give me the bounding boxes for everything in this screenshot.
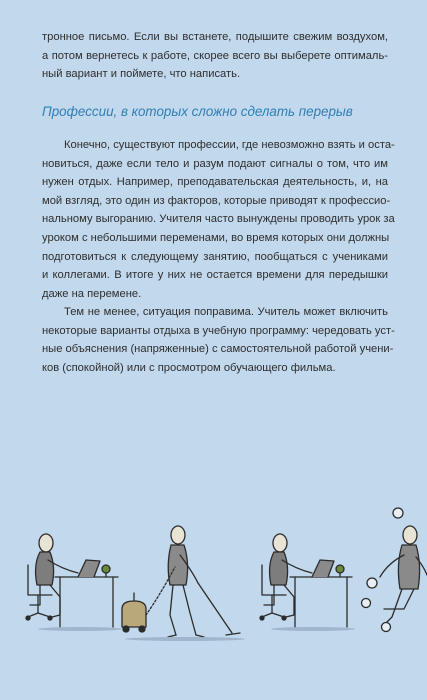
paragraph-line: уроком с небольшими переменами, во время которых они должны [42,231,390,244]
paragraph-line: новиться, даже если тело и разум подают сигналы о том, что им [42,157,388,170]
intro-paragraph [42,28,388,84]
paragraph-line: Конечно, существуют профессии, где невозможно взять и оста- [64,139,395,151]
worker-at-desk-figure [260,534,352,627]
juggling-man-figure [362,508,427,632]
paragraph-line: некоторые варианты отдыха в учебную программу: чередовать уст- [42,324,395,337]
intro-line: ный вариант и поймете, что написать. [42,68,241,81]
paragraph-2 [42,136,395,303]
intro-line: тронное письмо. Если вы встанете, подышите свежим воздухом, [42,31,388,43]
man-vacuuming-figure [122,526,240,637]
paragraph-3 [42,303,395,377]
paragraph-line: подготовиться к следующему занятию, пообщаться с учениками [42,250,388,263]
intro-line: а потом вернетесь к работе, скорее всего вы выберете оптималь- [42,49,388,62]
office-workers-illustration [0,505,427,700]
paragraph-line: даже на перемене. [42,287,142,300]
worker-at-desk-figure [26,534,118,627]
paragraph-line: ные объяснения (напряженные) с самостоятельной работой учени- [42,343,394,356]
paragraph-line: ков (спокойной) или с просмотром обучающего фильма. [42,361,336,374]
paragraph-line: Тем не менее, ситуация поправима. Учитель может включить [64,306,388,318]
paragraph-line: нальному выгоранию. Учителя часто вынуждены проводить урок за [42,213,395,226]
paragraph-line: и коллегами. В итоге у них не остается времени для передышки [42,269,388,282]
paragraph-line: нужен отдых. Например, преподавательская деятельность, и, на [42,176,388,189]
section-heading: Профессии, в которых сложно сделать перерыв [42,104,353,119]
paragraph-line: мой взгляд, это один из факторов, которые приводят к профессио- [42,194,391,207]
